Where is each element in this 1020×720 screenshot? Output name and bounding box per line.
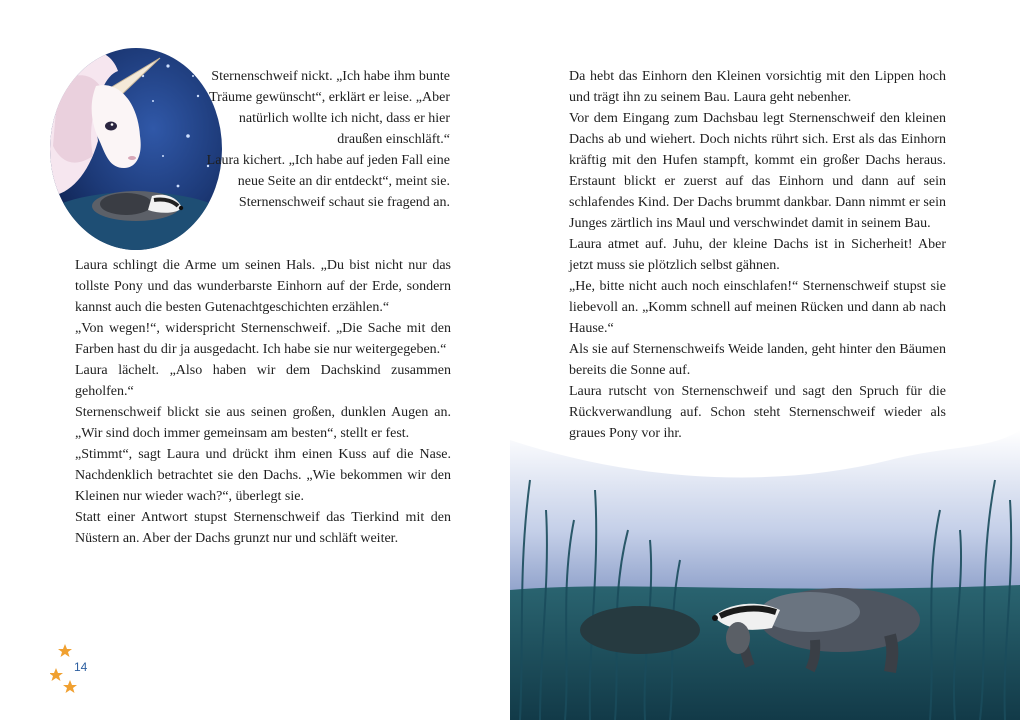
- paragraph: Sternenschweif schaut sie fragend an.: [238, 195, 450, 210]
- unicorn-badger-illustration: [48, 46, 224, 252]
- paragraph: Als sie auf Sternenschweifs Weide landen, geht hinter den Bäumen bereits die Sonne auf.: [569, 342, 946, 378]
- paragraph: Vor dem Eingang zum Dachsbau legt Sternenschweif den kleinen Dachs ab und wiehert. Doch nichts rührt sich. Erst als das Einhorn kräftig mit den Hufen stampft, kommt ein großer Dachs heraus. Erstaunt blickt er zuerst auf das Einhorn und dann auf sein schlafendes Kind. Der Dachs brummt dankbar. Dann nimmt er sein Junges zärtlich ins Maul und verschwindet damit in seinem Bau.: [569, 111, 946, 231]
- paragraph: Statt einer Antwort stupst Sternenschweif das Tierkind mit den Nüstern an. Aber der Dachs grunzt nur und schläft weiter.: [75, 510, 451, 546]
- right-page: [510, 0, 1020, 720]
- paragraph: Laura kichert. „Ich habe auf jeden Fall eine neue Seite an dir entdeckt“, meint sie.: [206, 153, 450, 189]
- paragraph: Laura schlingt die Arme um seinen Hals. „Du bist nicht nur das tollste Pony und das wunderbarste Einhorn auf der Erde, sondern kannst auch die besten Gutenachtgeschichten erzählen.“: [75, 258, 451, 315]
- paragraph: Sternenschweif nickt. „Ich habe ihm bunte Träume gewünscht“, erklärt er leise. „Aber natürlich wollte ich nicht, dass er hier draußen einschläft.“: [209, 69, 450, 147]
- paragraph: „Von wegen!“, widerspricht Sternenschweif. „Die Sache mit den Farben hast du dir ja ausgedacht. Ich habe sie nur weitergegeben.“: [75, 321, 451, 357]
- paragraph: „Stimmt“, sagt Laura und drückt ihm einen Kuss auf die Nase. Nachdenklich betrachtet sie den Dachs. „Wie bekommen wir den Kleinen nur wieder wach?“, überlegt sie.: [75, 447, 451, 504]
- paragraph: Sternenschweif blickt sie aus seinen großen, dunklen Augen an. „Wir sind doch immer gemeinsam am besten“, stellt er fest.: [75, 405, 451, 441]
- page-number: 14: [74, 660, 88, 674]
- left-body-text: [75, 255, 451, 549]
- paragraph: Laura atmet auf. Juhu, der kleine Dachs ist in Sicherheit! Aber jetzt muss sie plötzlich selbst gähnen.: [569, 237, 946, 273]
- text-beside-illustration: [202, 66, 450, 213]
- paragraph: Laura lächelt. „Also haben wir dem Dachskind zusammen geholfen.“: [75, 363, 451, 399]
- paragraph: „He, bitte nicht auch noch einschlafen!“ Sternenschweif stupst sie liebevoll an. „Komm schnell auf meinen Rücken und dann ab nach Hause.“: [569, 279, 946, 336]
- right-body-text: [569, 66, 946, 444]
- badger-scene-illustration: [510, 420, 1020, 720]
- paragraph: Laura rutscht von Sternenschweif und sagt den Spruch für die Rückverwandlung auf. Schon steht Sternenschweif wieder als graues Pony vor ihr.: [569, 384, 946, 441]
- paragraph: Da hebt das Einhorn den Kleinen vorsichtig mit den Lippen hoch und trägt ihn zu seinem Bau. Laura geht nebenher.: [569, 69, 946, 105]
